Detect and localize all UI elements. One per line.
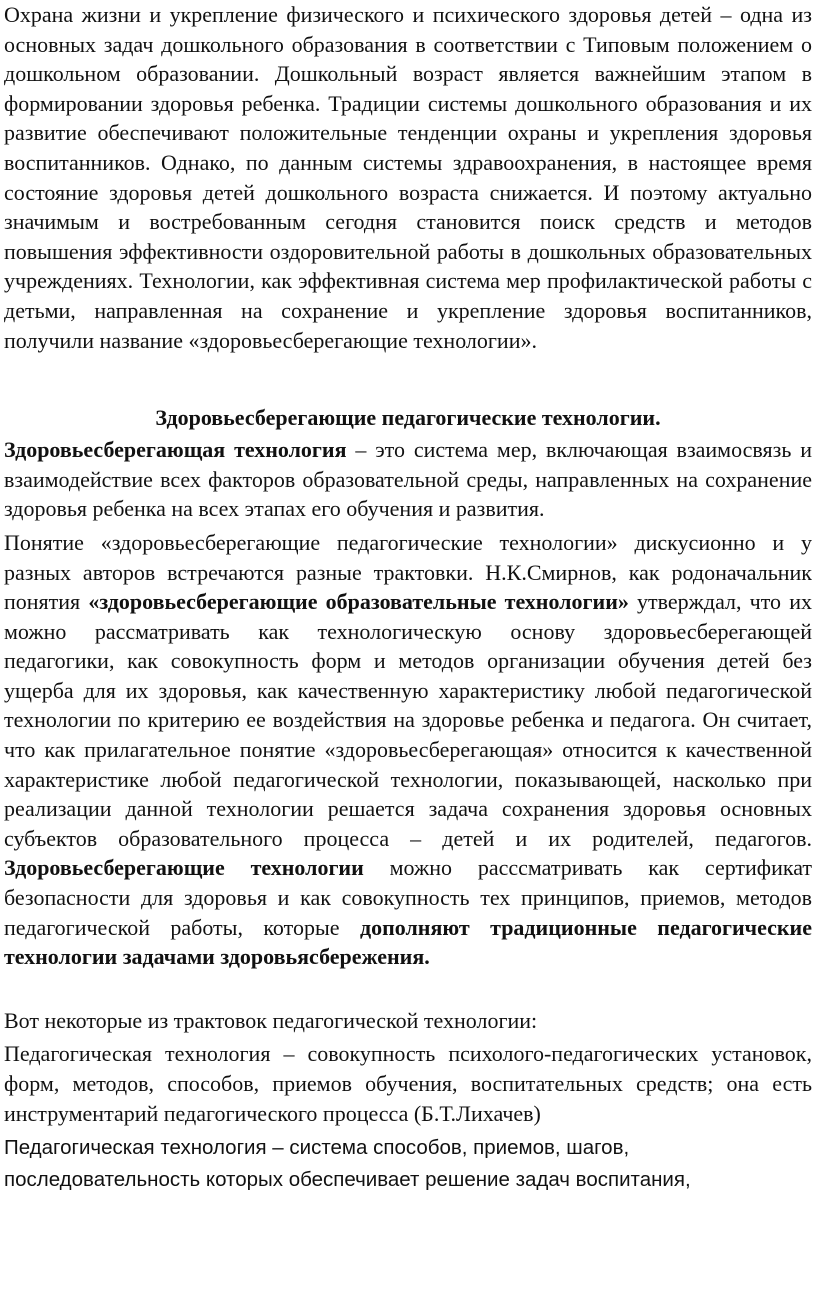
section-heading: Здоровьесберегающие педагогические технологии. (155, 405, 661, 431)
technology-system-definition: Педагогическая технология – система способов, приемов, шагов, последовательность которых обеспечивает решение задач воспитания, (4, 1136, 691, 1192)
definition-paragraph (4, 435, 812, 524)
concept-bold-1: «здоровьесберегающие образовательные технологии» (88, 589, 629, 615)
likhachev-definition: Педагогическая технология – совокупность психолого-педагогических установок, форм, методов, способов, приемов обучения, воспитательных средств; она есть инструментарий педагогического процесса (Б.Т.Лихачев) (4, 1041, 812, 1126)
concept-paragraph (4, 528, 812, 972)
definition-term: Здоровьесберегающая технология (4, 437, 347, 463)
concept-text-3: можно расссматривать как сертификат безопасности для здоровья и как совокупность тех принципов, приемов, методов педагогической работы, которые (4, 855, 813, 940)
concept-text-2: утверждал, что их можно рассматривать как технологическую основу здоровьесберегающей педагогики, как совокупность форм и методов организации обучения детей без ущерба для их здоровья, как качественную характеристику любой педагогической технологии по критерию ее воздействия на здоровье ребенка и педагога. Он считает, что как прилагательное понятие «здоровьесберегающая» относится к качественной характеристике любой педагогической технологии, показывающей, насколько при реализации данной технологии решается задача сохранения здоровья основных субъектов образовательного процесса – детей и их родителей, педагогов. (4, 589, 812, 851)
concept-bold-2: Здоровьесберегающие технологии (4, 855, 364, 881)
concept-text-1: Понятие «здоровьесберегающие педагогические технологии» дискусионно и у разных авторов встречаются разные трактовки. Н.К.Смирнов, как родоначальник понятия (4, 529, 812, 615)
concept-bold-3: дополняют традиционные педагогические технологии задачами здоровьясбережения. (4, 914, 813, 970)
interpretations-intro: Вот некоторые из трактовок педагогической технологии: (4, 1007, 538, 1033)
intro-paragraph: Охрана жизни и укрепление физического и психического здоровья детей – одна из основных задач дошкольного образования в соответствии с Типовым положением о дошкольном образовании. Дошкольный возраст является важнейшим этапом в формировании здоровья ребенка. Традиции системы дошкольного образования и их развитие обеспечивают положительные тенденции охраны и укрепления здоровья воспитанников. Однако, по данным системы здравоохранения, в настоящее время состояние здоровья детей дошкольного возраста снижается. И поэтому актуально значимым и востребованным сегодня становится поиск средств и методов повышения эффективности оздоровительной работы в дошкольных образовательных учреждениях. Технологии, как эффективная система мер профилактической работы с детьми, направленная на сохранение и укрепление здоровья воспитанников, получили название «здоровьесберегающие технологии». (4, 2, 812, 353)
definition-text: – это система мер, включающая взаимосвязь и взаимодействие всех факторов образовательной среды, направленных на сохранение здоровья ребенка на всех этапах его обучения и развития. (4, 437, 812, 522)
